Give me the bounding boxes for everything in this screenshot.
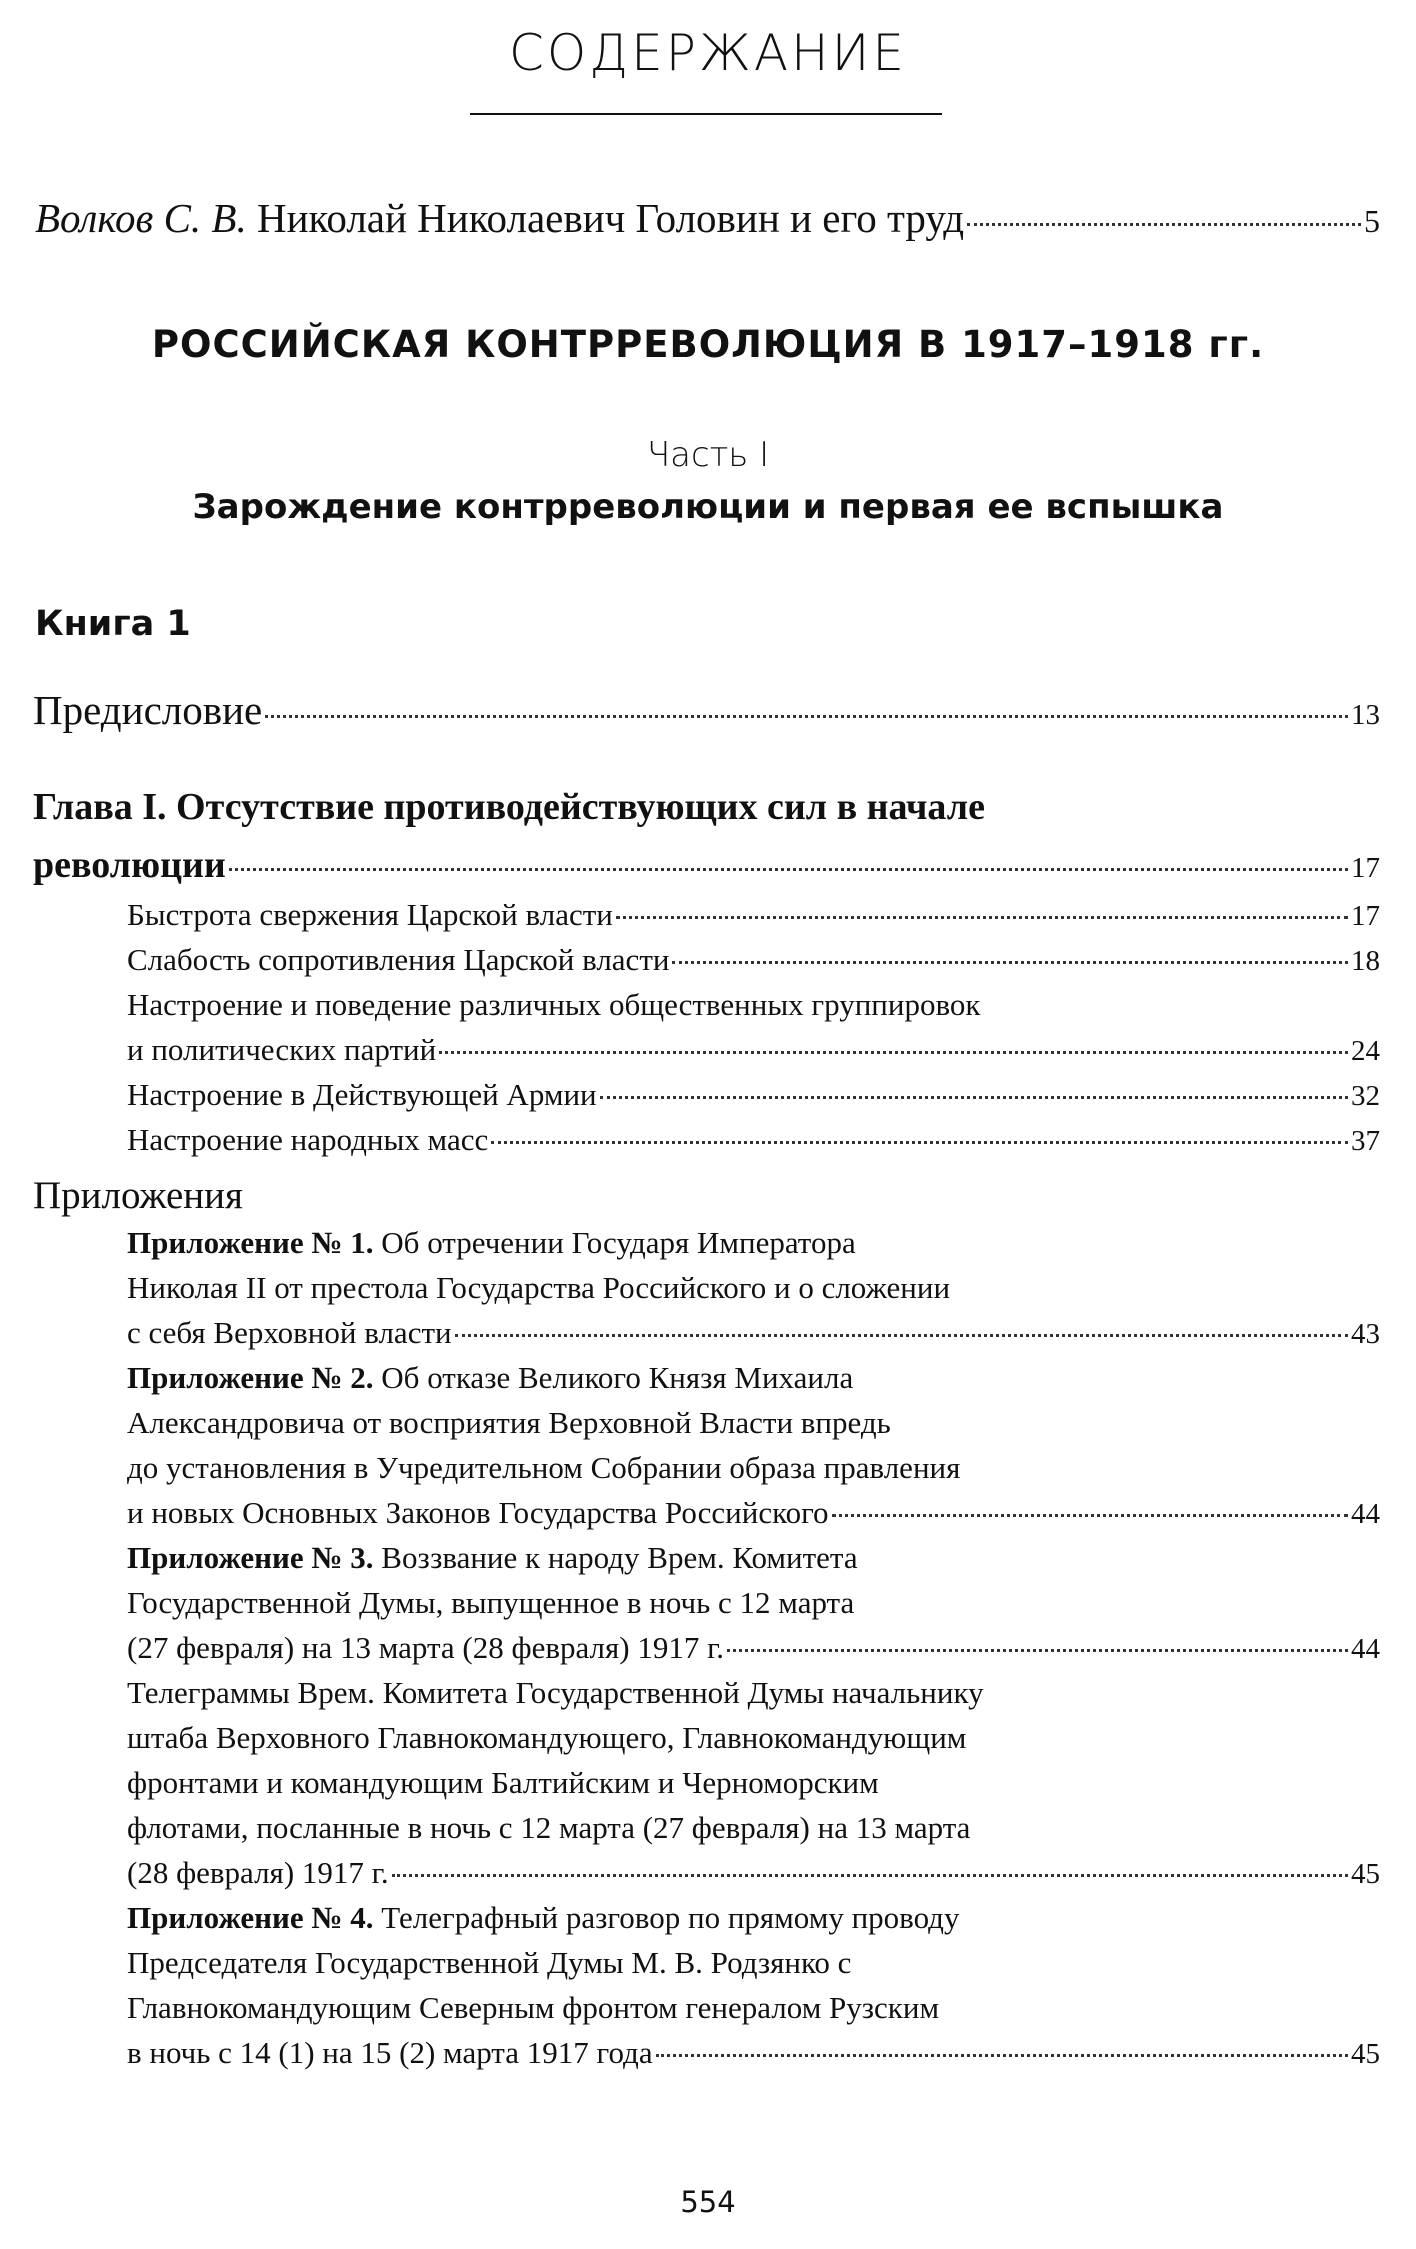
appendix-last-line: и новых Основных Законов Государства Российского (127, 1495, 829, 1530)
appendix-first-line: Приложение № 4. Телеграфный разговор по прямому проводу (127, 1900, 960, 1935)
toc-entry-line (127, 1310, 1380, 1357)
appendix-label: Приложение № 3. (127, 1540, 374, 1575)
dot-leader (491, 1141, 1348, 1144)
toc-entry-line (33, 682, 1380, 743)
appendix-first-line: Приложение № 3. Воззвание к народу Врем. Комитета (127, 1540, 858, 1575)
page-ref: 32 (1351, 1080, 1380, 1112)
appendix-line: до установления в Учредительном Собрании образа правления (127, 1450, 961, 1485)
dot-leader (967, 223, 1361, 226)
appendix-first-line: Телеграммы Врем. Комитета Государственной Думы начальнику (127, 1675, 984, 1710)
toc-entry-line (127, 1490, 1380, 1537)
chapter-title-cont: революции (33, 844, 226, 886)
page-ref: 24 (1351, 1035, 1380, 1067)
toc-section (127, 1117, 1380, 1164)
toc-entry-line (127, 892, 1380, 939)
toc-section (127, 937, 1380, 984)
page-ref: 45 (1351, 1858, 1380, 1890)
toc-appendix-2 (127, 1355, 1380, 1537)
toc-entry-line (35, 190, 1380, 249)
page-ref: 13 (1351, 699, 1380, 731)
appendix-first-line: Приложение № 2. Об отказе Великого Князя Михаила (127, 1360, 854, 1395)
appendix-label: Приложение № 1. (127, 1225, 374, 1260)
page-ref: 44 (1351, 1498, 1380, 1530)
dot-leader (672, 961, 1348, 964)
toc-entry-intro (35, 190, 1380, 249)
dot-leader (832, 1514, 1348, 1517)
page-ref: 17 (1351, 900, 1380, 932)
dot-leader (727, 1649, 1348, 1652)
book-label: Книга 1 (35, 604, 191, 644)
toc-entry-chapter-1 (33, 778, 1380, 897)
part-title: Зарождение контрреволюции и первая ее вспышка (192, 487, 1224, 527)
appendix-line: штаба Верховного Главнокомандующего, Главнокомандующим (127, 1720, 967, 1755)
page-ref: 43 (1351, 1318, 1380, 1350)
appendix-line: Государственной Думы, выпущенное в ночь с 12 марта (127, 1585, 855, 1620)
appendix-line: Главнокомандующим Северным фронтом генералом Рузским (127, 1990, 940, 2025)
appendix-last-line: (28 февраля) 1917 г. (127, 1855, 389, 1890)
toc-entry-line (127, 1027, 1380, 1074)
dot-leader (600, 1096, 1348, 1099)
dot-leader (656, 2054, 1348, 2057)
part-label: Часть I (646, 435, 770, 475)
entry-title: Быстрота свержения Царской власти (127, 897, 613, 932)
dot-leader (392, 1874, 1348, 1877)
entry-title: Настроение и поведение различных общественных группировок (127, 987, 981, 1022)
appendix-line: флотами, посланные в ночь с 12 марта (27 февраля) на 13 марта (127, 1810, 971, 1845)
entry-title-cont: и политических партий (127, 1032, 437, 1067)
toc-appendix-4 (127, 1895, 1380, 2077)
page-ref: 18 (1351, 945, 1380, 977)
toc-entry-line (127, 1072, 1380, 1119)
chapter-title: Глава I. Отсутствие противодействующих сил в начале (33, 786, 985, 828)
page-title: СОДЕРЖАНИЕ (509, 24, 907, 82)
toc-entry-preface (33, 682, 1380, 743)
page-ref: 17 (1351, 852, 1380, 884)
appendices-heading: Приложения (33, 1174, 243, 1217)
toc-appendix-3 (127, 1535, 1380, 1672)
page-ref: 45 (1351, 2038, 1380, 2070)
appendix-line: Председателя Государственной Думы М. В. Родзянко с (127, 1945, 852, 1980)
dot-leader (616, 916, 1348, 919)
appendix-first-line: Приложение № 1. Об отречении Государя Императора (127, 1225, 856, 1260)
entry-title: Настроение в Действующей Армии (127, 1077, 597, 1112)
toc-section (127, 982, 1380, 1074)
dot-leader (229, 868, 1348, 871)
toc-section (127, 1072, 1380, 1119)
toc-entry-line (127, 1850, 1380, 1897)
entry-title: Слабость сопротивления Царской власти (127, 942, 670, 977)
book-title: РОССИЙСКАЯ КОНТРРЕВОЛЮЦИЯ В 1917–1918 гг. (151, 323, 1265, 366)
toc-appendix-1 (127, 1220, 1380, 1357)
appendix-last-line: с себя Верховной власти (127, 1315, 452, 1350)
toc-entry-line (127, 2030, 1380, 2077)
dot-leader (265, 715, 1348, 718)
toc-entry-line (127, 1117, 1380, 1164)
appendix-label: Приложение № 2. (127, 1360, 374, 1395)
entry-title: Настроение народных масс (127, 1122, 489, 1157)
toc-entry-line (127, 1625, 1380, 1672)
toc-entry-line (33, 836, 1380, 897)
dot-leader (455, 1334, 1348, 1337)
appendix-line: фронтами и командующим Балтийским и Черноморским (127, 1765, 879, 1800)
appendix-last-line: в ночь с 14 (1) на 15 (2) марта 1917 года (127, 2035, 653, 2070)
page-ref: 44 (1351, 1633, 1380, 1665)
title-divider (470, 113, 942, 115)
appendix-label: Приложение № 4. (127, 1900, 374, 1935)
appendix-last-line: (27 февраля) на 13 марта (28 февраля) 1917 г. (127, 1630, 725, 1665)
entry-title: Предисловие (33, 687, 263, 733)
toc-section (127, 892, 1380, 939)
page-ref: 5 (1364, 203, 1380, 239)
page-ref: 37 (1351, 1125, 1380, 1157)
appendix-line: Александровича от восприятия Верховной Власти впредь (127, 1405, 891, 1440)
page-number: 554 (680, 2185, 736, 2219)
toc-appendix-telegrams (127, 1670, 1380, 1897)
dot-leader (439, 1051, 1348, 1054)
appendix-line: Николая II от престола Государства Российского и о сложении (127, 1270, 951, 1305)
toc-entry-line (127, 937, 1380, 984)
author-name: Волков С. В. Николай Николаевич Головин и его труд (35, 195, 965, 241)
